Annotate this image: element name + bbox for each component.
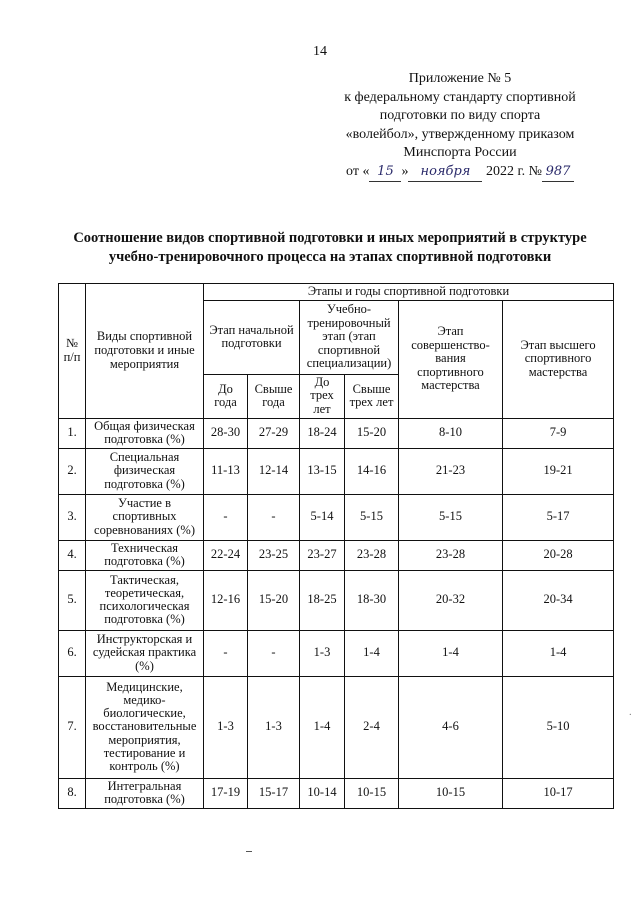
date-month-handwritten: ноября: [408, 163, 482, 183]
cell-training-upto3: 23-27: [300, 540, 345, 570]
appendix-title: Приложение № 5: [408, 71, 512, 86]
cell-initial-over-year: 27-29: [248, 418, 300, 448]
row-number: 8.: [59, 778, 86, 808]
header-num: № п/п: [59, 284, 86, 419]
header-training-upto3: До трех лет: [300, 374, 345, 418]
appendix-line: подготовки по виду спорта: [379, 108, 541, 123]
cell-initial-upto-year: -: [204, 630, 248, 676]
appendix-line: к федеральному стандарту спортивной: [344, 89, 576, 105]
scan-artifact: [246, 851, 252, 852]
date-day-handwritten: 15: [369, 163, 401, 183]
cell-improvement: 8-10: [399, 418, 503, 448]
cell-highest: 20-28: [503, 540, 614, 570]
appendix-line: «волейбол», утвержденному приказом: [345, 126, 575, 142]
cell-highest: 20-34: [503, 570, 614, 630]
cell-improvement: 4-6: [399, 676, 503, 778]
table-row: [59, 418, 614, 448]
table-row: [59, 630, 614, 676]
cell-training-over3: 23-28: [345, 540, 399, 570]
row-number: 2.: [59, 448, 86, 494]
cell-highest: 10-17: [503, 778, 614, 808]
header-training-stage: Учебно-тренировочный этап (этап спортивной специализации): [300, 300, 399, 374]
table-row: [59, 570, 614, 630]
cell-initial-upto-year: -: [204, 494, 248, 540]
row-kind: Медицинские, медико-биологические, восстановительные мероприятия, тестирование и контроль (%): [86, 676, 204, 778]
cell-improvement: 20-32: [399, 570, 503, 630]
title-line: Соотношение видов спортивной подготовки и иных мероприятий в структуре: [73, 230, 587, 246]
scan-mark: ·: [628, 710, 632, 721]
appendix-header: [310, 70, 610, 182]
cell-training-over3: 18-30: [345, 570, 399, 630]
cell-training-upto3: 13-15: [300, 448, 345, 494]
cell-improvement: 21-23: [399, 448, 503, 494]
table-row: [59, 540, 614, 570]
header-initial-over-year: Свыше года: [248, 374, 300, 418]
order-number-handwritten: 987: [542, 163, 574, 183]
cell-training-upto3: 10-14: [300, 778, 345, 808]
cell-training-upto3: 1-4: [300, 676, 345, 778]
cell-improvement: 1-4: [399, 630, 503, 676]
cell-improvement: 23-28: [399, 540, 503, 570]
table-row: [59, 676, 614, 778]
date-year: 2022 г. №: [482, 163, 542, 179]
cell-initial-over-year: 23-25: [248, 540, 300, 570]
cell-initial-over-year: -: [248, 630, 300, 676]
cell-highest: 7-9: [503, 418, 614, 448]
cell-training-over3: 1-4: [345, 630, 399, 676]
row-number: 7.: [59, 676, 86, 778]
header-stages-group: Этапы и годы спортивной подготовки: [204, 284, 614, 301]
appendix-line: Минспорта России: [403, 145, 517, 160]
row-kind: Специальная физическая подготовка (%): [86, 448, 204, 494]
date-prefix: от «: [346, 163, 370, 179]
row-kind: Интегральная подготовка (%): [86, 778, 204, 808]
cell-highest: 1-4: [503, 630, 614, 676]
cell-initial-over-year: 15-17: [248, 778, 300, 808]
header-initial-upto-year: До года: [204, 374, 248, 418]
header-training-over3: Свыше трех лет: [345, 374, 399, 418]
appendix-date: [310, 163, 610, 183]
row-number: 3.: [59, 494, 86, 540]
row-kind: Общая физическая подготовка (%): [86, 418, 204, 448]
table-row: [59, 448, 614, 494]
document-title: [40, 229, 620, 267]
cell-training-upto3: 18-25: [300, 570, 345, 630]
page-number: 14: [313, 44, 327, 59]
cell-initial-upto-year: 12-16: [204, 570, 248, 630]
cell-training-upto3: 1-3: [300, 630, 345, 676]
cell-training-over3: 14-16: [345, 448, 399, 494]
cell-training-over3: 10-15: [345, 778, 399, 808]
cell-training-over3: 5-15: [345, 494, 399, 540]
cell-initial-over-year: -: [248, 494, 300, 540]
cell-initial-upto-year: 22-24: [204, 540, 248, 570]
cell-improvement: 10-15: [399, 778, 503, 808]
cell-initial-upto-year: 17-19: [204, 778, 248, 808]
row-kind: Тактическая, теоретическая, психологическая подготовка (%): [86, 570, 204, 630]
cell-training-over3: 15-20: [345, 418, 399, 448]
header-improvement-stage: Этап совершенство-вания спортивного мастерства: [399, 300, 503, 418]
table-row: [59, 494, 614, 540]
cell-initial-over-year: 12-14: [248, 448, 300, 494]
table-row: [59, 778, 614, 808]
row-kind: Участие в спортивных соревнованиях (%): [86, 494, 204, 540]
row-kind: Техническая подготовка (%): [86, 540, 204, 570]
title-line: учебно-тренировочного процесса на этапах спортивной подготовки: [108, 249, 552, 265]
header-initial-stage: Этап начальной подготовки: [204, 300, 300, 374]
header-highest-stage: Этап высшего спортивного мастерства: [503, 300, 614, 418]
cell-training-upto3: 5-14: [300, 494, 345, 540]
cell-initial-upto-year: 28-30: [204, 418, 248, 448]
cell-training-over3: 2-4: [345, 676, 399, 778]
cell-initial-upto-year: 1-3: [204, 676, 248, 778]
cell-initial-over-year: 1-3: [248, 676, 300, 778]
cell-initial-upto-year: 11-13: [204, 448, 248, 494]
cell-training-upto3: 18-24: [300, 418, 345, 448]
cell-improvement: 5-15: [399, 494, 503, 540]
cell-highest: 19-21: [503, 448, 614, 494]
row-number: 5.: [59, 570, 86, 630]
row-number: 1.: [59, 418, 86, 448]
header-kinds: Виды спортивной подготовки и иные мероприятия: [86, 284, 204, 419]
date-mid: »: [401, 163, 409, 179]
row-number: 6.: [59, 630, 86, 676]
cell-initial-over-year: 15-20: [248, 570, 300, 630]
cell-highest: 5-17: [503, 494, 614, 540]
training-ratio-table: [58, 283, 614, 809]
cell-highest: 5-10: [503, 676, 614, 778]
row-kind: Инструкторская и судейская практика (%): [86, 630, 204, 676]
row-number: 4.: [59, 540, 86, 570]
